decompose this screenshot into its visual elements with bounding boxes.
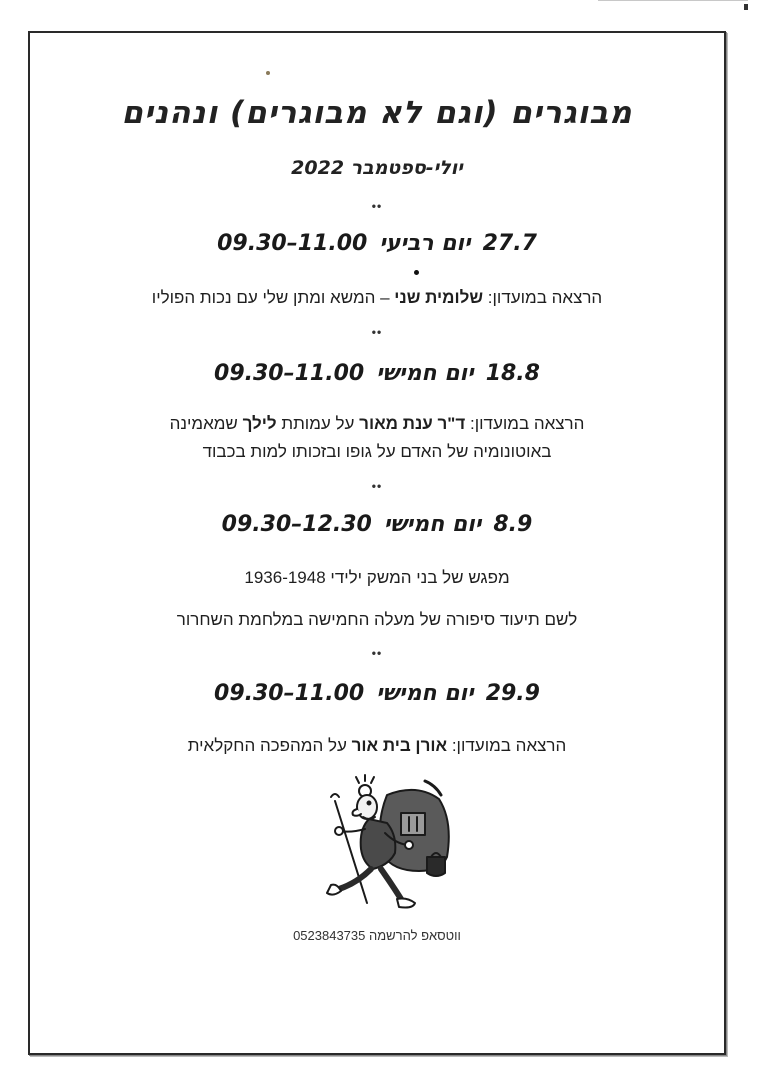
event-description-line: [30, 607, 724, 633]
flyer-sheet: [28, 31, 726, 1055]
event-date: 8.9: [493, 512, 533, 537]
separator: ••: [371, 325, 383, 339]
line-text: שמאמינה: [169, 414, 243, 433]
flyer-title: מבוגרים (וגם לא מבוגרים) ונהנים: [121, 95, 633, 131]
line-text: על המהפכה החקלאית: [187, 736, 352, 755]
line-text: על עמותת: [276, 414, 360, 433]
separator: ••: [371, 199, 383, 213]
hiker-illustration: [305, 773, 455, 913]
event-description-line: [30, 565, 724, 591]
event-time: 11.00–09.30: [214, 361, 365, 386]
event-description-line: [30, 439, 724, 465]
organization-name: לילך: [242, 414, 277, 433]
event-description-line: [30, 285, 724, 311]
stray-dot: [414, 270, 419, 275]
event-date: 29.9: [485, 681, 540, 706]
event-heading: [30, 231, 724, 256]
event-day: יום חמישי: [376, 681, 474, 706]
event-time: 12.30–09.30: [221, 512, 372, 537]
flyer-subtitle: יולי-ספטמבר 2022: [291, 157, 463, 179]
line-text: מפגש של בני המשק ילידי 1936-1948: [244, 568, 510, 587]
flyer-content: [30, 33, 724, 1053]
line-text: הרצאה במועדון:: [447, 736, 567, 755]
event-time: 11.00–09.30: [217, 231, 368, 256]
line-text: – המשא ומתן שלי עם נכות הפוליו: [151, 288, 395, 307]
speaker-name: שלומית שני: [394, 288, 484, 307]
line-text: הרצאה במועדון:: [465, 414, 585, 433]
event-time: 11.00–09.30: [214, 681, 365, 706]
speaker-name: ד"ר ענת מאור: [359, 414, 466, 433]
line-text: לשם תיעוד סיפורה של מעלה החמישה במלחמת השחרור: [176, 610, 578, 629]
event-date: 18.8: [485, 361, 540, 386]
event-day: יום רביעי: [379, 231, 471, 256]
separator: ••: [371, 479, 383, 493]
registration-footer: ווטסאפ להרשמה 0523843735: [293, 928, 461, 943]
event-heading: [30, 681, 724, 706]
speaker-name: אורן בית אור: [351, 736, 448, 755]
event-description-line: [30, 411, 724, 437]
event-description-line: [30, 733, 724, 759]
separator: ••: [371, 646, 383, 660]
event-heading: [30, 512, 724, 537]
event-heading: [30, 361, 724, 386]
event-date: 27.7: [482, 231, 537, 256]
event-day: יום חמישי: [376, 361, 474, 386]
line-text: הרצאה במועדון:: [483, 288, 603, 307]
line-text: באוטונומיה של האדם על גופו ובזכותו למות בכבוד: [202, 442, 552, 461]
event-day: יום חמישי: [383, 512, 482, 537]
scan-edge-mark: [598, 0, 748, 4]
